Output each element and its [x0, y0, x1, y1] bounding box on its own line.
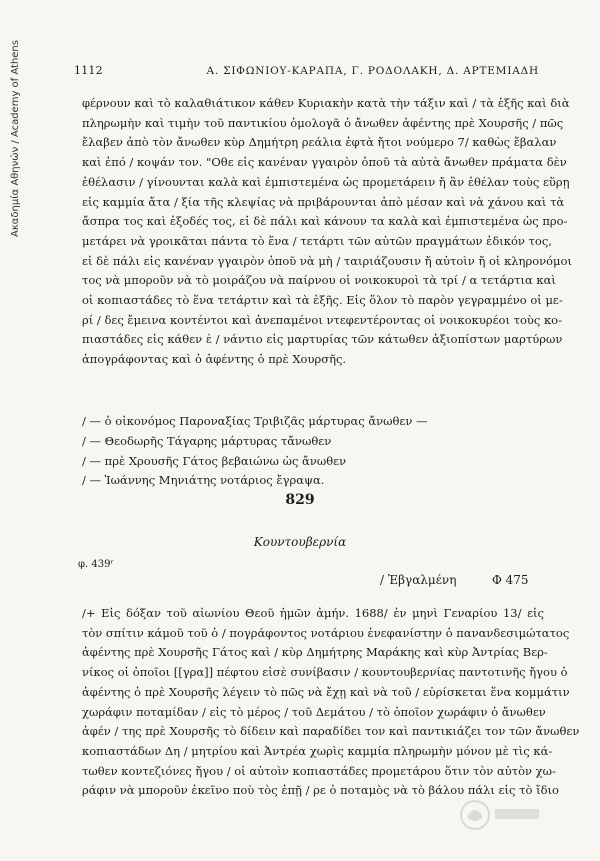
text-line: πιαστάδες εἰς κάθεν ὲ / νάντιο εἰς μαρτυρίας τῶν κάτωθεν ἀξιοπίστων μαρτύρων: [82, 332, 563, 347]
signature-line: / — ὁ οἰκονόμος Παροναξίας Τριβιζᾶς μάρτυρας ἄνωθεν —: [82, 414, 428, 428]
previous-document-text: [82, 94, 572, 370]
text-line: πληρωμὴν καὶ τιμὴν τοῦ παντικίου ὁμολογᾶ ὁ ἄνωθεν ἀφέντης πρὲ Χουρσῆς / πῶς: [82, 115, 564, 130]
document-body-text: [82, 604, 580, 801]
signature-line: / — πρὲ Χρουσῆς Γάτος βεβαιώνω ὡς ἄνωθεν: [82, 453, 347, 468]
text-line: τωθεν κοντεζιόνες ἤγου / οἱ αὐτοὶν κοπιαστάδες προμετάρου ὅτιν τὸν αὐτὸν χω-: [82, 763, 556, 778]
text-line: εἰ δὲ πάλι εἰς κανέναν γγαιρὸν ὁποῦ νὰ μὴ / ταιριάζουσιν ἤ αὐτοὶν ἤ οἱ κληρονόμοι: [82, 253, 572, 268]
text-line: φέρνουν καὶ τὸ καλαθιάτικον κάθεν Κυριακὴν κατὰ τὴν τάξιν καὶ / τὰ ἑξῆς καὶ διὰ: [82, 96, 570, 110]
signature-line: / — Θεοδωρῆς Τάγαρης μάρτυρας τἄνωθεν: [82, 433, 332, 448]
text-line: εἰς καμμία ἄτα / ξία τῆς κλεψίας νὰ πριβάρουνται ἀπὸ μέσαν καὶ νὰ χάνου καὶ τὰ: [82, 194, 565, 209]
text-line: κοπιαστάδων Δη / μητρίου καὶ Ἀντρέα χωρὶς καμμία πληρωμὴν μόνον μὲ τὶς κά-: [82, 743, 553, 758]
document-reference: / Ἐβγαλμένη: [380, 573, 457, 587]
text-line: ἔλαβεν ἀπὸ τὸν ἄνωθεν κὺρ Δημήτρη ρεάλια ἑφτὰ ἤτοι νούμερο 7/ καθὼς ἔβαλαν: [82, 135, 557, 150]
text-line: οἱ κοπιαστάδες τὸ ἕνα τετάρτιν καὶ τὰ ἑξῆς. Εἰς ὅλον τὸ παρὸν γεγραμμένο οἱ με-: [82, 293, 563, 308]
text-line: νίκος οἱ ὁποῖοι [[γρα]] πέφτου εἰσὲ συνίβασιν / κουντουβερνίας παντοτινῆς ἤγου ὁ: [82, 665, 568, 680]
document-number: 829: [285, 492, 315, 508]
text-line: τὸν σπίτιν κάμοῦ τοῦ ὁ / πογράφοντος νοτάριου ἐνεφανίστην ὁ πανανδεσιμώτατος: [82, 625, 570, 640]
signature-list: [82, 412, 428, 491]
text-line: ἄσπρα τος καὶ ἐξοδές τος, εἰ δὲ πάλι καὶ κάνουν τα καλὰ καὶ ἐμπιστεμένα ὡς προ-: [82, 214, 568, 229]
library-stamp: [455, 795, 545, 835]
text-line: ρί / δες ἔμεινα κοντέντοι καὶ ἀνεπαμένοι ντεφεντέροντας οἱ νοικοκυρέοι τοὺς κο-: [82, 312, 562, 327]
text-line: ἀφέντης πρὲ Χουρσῆς Γάτος καὶ / κὺρ Δημήτρης Μαράκης καὶ κὺρ Ἀντρίας Βερ-: [82, 645, 548, 660]
text-line: ἀπογράφοντας καὶ ὁ ἀφέντης ὁ πρὲ Χουρσῆς.: [82, 352, 347, 367]
text-line: ἀφέντης ὁ πρὲ Χουρσῆς λέγειν τὸ πῶς νὰ ἔχῃ καὶ νὰ τοῦ / εὑρίσκεται ἕνα κομμάτιν: [82, 684, 570, 699]
text-line: τος νὰ μποροῦν νὰ τὸ μοιράζου νὰ παίρνου οἱ νοικοκυροὶ τὰ τρί / α τετάρτια καὶ: [82, 273, 556, 288]
text-line: ἀφέν / της πρὲ Χουρσῆς τὸ δίδειν καὶ παραδίδει τον καὶ παντικιάζει τον τῶν ἄνωθεν: [82, 724, 580, 739]
watermark-text: Ακαδημία Αθηνών / Academy of Athens: [10, 40, 21, 237]
running-authors: Α. ΣΙΦΩΝΙΟΥ-ΚΑΡΑΠΑ, Γ. ΡΟΔΟΛΑΚΗ, Δ. ΑΡΤΕΜΙΑΔΗ: [206, 65, 539, 77]
watermark: [2, 40, 30, 260]
page-number: 1112: [74, 64, 103, 77]
text-line: ἐθέλασιν / γίνουνται καλὰ καὶ ἐμπιστεμένα ὡς προμετάρειν ἤ ἂν ἐθέλαν τοὺς εὕρῃ: [82, 174, 570, 189]
folio-marker: φ. 439ʳ: [78, 559, 114, 570]
signature-line: / — Ἰωάννης Μηνιάτης νοτάριος ἔγραψα.: [82, 473, 325, 488]
text-line: χωράφιν ποταμίδαν / εἰς τὸ μέρος / τοῦ Δεμάτου / τὸ ὁποῖον χωράφιν ὁ ἄνωθεν: [82, 704, 546, 719]
running-header: [74, 64, 539, 77]
document-reference-number: Φ 475: [492, 573, 529, 587]
text-line: ράφιν νὰ μποροῦν ἐκεῖνο ποὺ τὸς ἐπῇ / ρε ὁ ποταμὸς νὰ τὸ βάλου πάλι εἰς τὸ ἴδιο: [82, 783, 559, 798]
text-line: καὶ ἐπό / κοψάν τον. "Οθε εἰς κανέναν γγαιρὸν ὁποῦ τὰ αὐτὰ ἄνωθεν πράματα δὲν: [82, 155, 567, 170]
text-line: μετάρει νὰ γροικᾶται πάντα τὸ ἕνα / τετάρτι τῶν αὐτῶν πραγμάτων ἐδικόν τος,: [82, 233, 552, 248]
document-title: Κουντουβερνία: [253, 535, 347, 549]
text-line: /+ Εἰς δόξαν τοῦ αἰωνίου Θεοῦ ἡμῶν ἀμήν. 1688/ ἐν μηνὶ Γεναρίου 13/ εἰς: [82, 606, 544, 620]
